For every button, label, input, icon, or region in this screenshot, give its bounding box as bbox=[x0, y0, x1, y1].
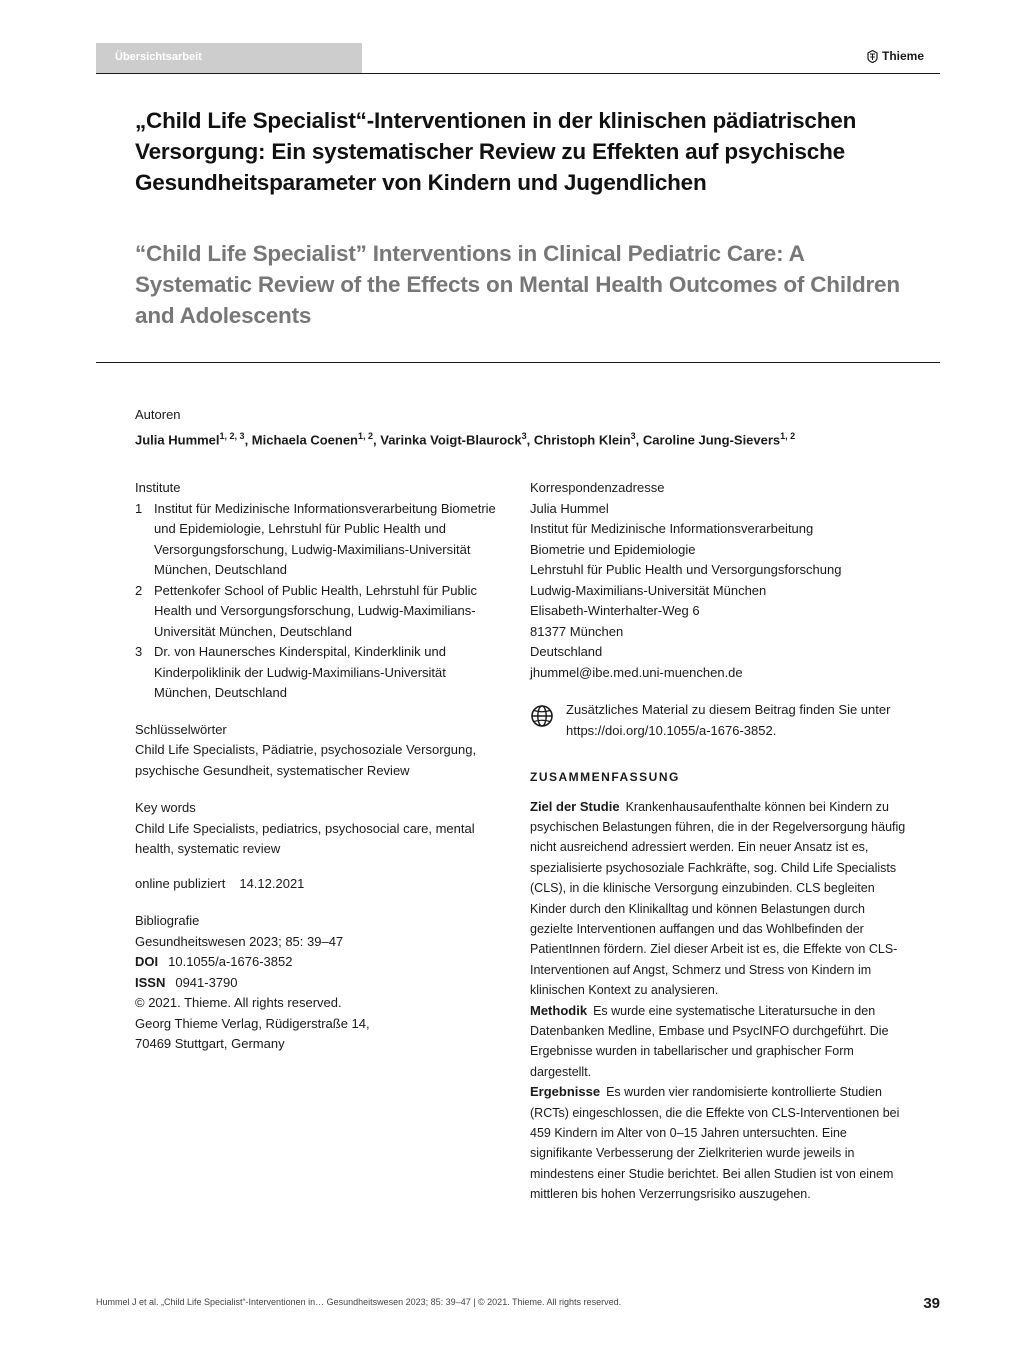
institute-text: Pettenkofer School of Public Health, Lehrstuhl für Public Health und Versorgungsforschung, Ludwig-Maximilians-Universität München, Deutschland bbox=[154, 582, 478, 639]
author-separator: , bbox=[373, 431, 381, 447]
keywords-en-text: Child Life Specialists, pediatrics, psychosocial care, mental health, systematic review bbox=[135, 820, 475, 856]
publisher-city: 70469 Stuttgart, Germany bbox=[135, 1036, 285, 1051]
author-name: Caroline Jung-Sievers bbox=[642, 431, 781, 447]
header-divider bbox=[96, 73, 940, 74]
right-column bbox=[530, 478, 910, 1205]
correspondence-line: Institut für Medizinische Informationsverarbeitung bbox=[530, 521, 814, 536]
published-label: online publiziert bbox=[135, 875, 226, 891]
keywords-en-block bbox=[135, 798, 505, 860]
institute-number: 3 bbox=[135, 644, 143, 659]
issn-value: 0941-3790 bbox=[175, 974, 238, 990]
institutes-list bbox=[135, 499, 505, 704]
doi-line bbox=[135, 952, 505, 973]
publisher-brand bbox=[867, 49, 924, 63]
author-name: Julia Hummel bbox=[135, 431, 220, 447]
correspondence-label: Korrespondenzadresse bbox=[530, 480, 665, 495]
keywords-de-text: Child Life Specialists, Pädiatrie, psychosoziale Versorgung, psychische Gesundheit, systematischer Review bbox=[135, 742, 477, 778]
bibliography-label: Bibliografie bbox=[135, 913, 200, 928]
correspondence-lines bbox=[530, 499, 910, 684]
institutes-block bbox=[135, 478, 505, 704]
supplement-note bbox=[530, 700, 910, 741]
published-date: 14.12.2021 bbox=[239, 875, 305, 891]
brand-name: Thieme bbox=[881, 49, 924, 63]
author-affiliation: 3 bbox=[630, 430, 636, 441]
issn-label: ISSN bbox=[135, 974, 166, 990]
authors-block bbox=[135, 405, 935, 450]
correspondence-line: Lehrstuhl für Public Health und Versorgungsforschung bbox=[530, 562, 842, 577]
abstract-section bbox=[530, 1082, 910, 1204]
correspondence-line: Julia Hummel bbox=[530, 500, 609, 516]
supplement-text[interactable]: Zusätzliches Material zu diesem Beitrag finden Sie unter https://doi.org/10.1055/a-1676-3852. bbox=[566, 702, 891, 738]
abstract-section-label: Ziel der Studie bbox=[530, 798, 620, 814]
author-separator: , bbox=[526, 431, 534, 447]
correspondence-line: 81377 München bbox=[530, 623, 624, 639]
globe-icon bbox=[530, 704, 554, 728]
institute-number: 2 bbox=[135, 582, 143, 598]
page-number: 39 bbox=[923, 1295, 940, 1312]
publisher-address: Georg Thieme Verlag, Rüdigerstraße 14, bbox=[135, 1015, 370, 1031]
author-affiliation: 1, 2 bbox=[780, 430, 796, 441]
author-separator: , bbox=[244, 431, 252, 447]
author-affiliation: 1, 2, 3 bbox=[219, 430, 245, 441]
abstract-section bbox=[530, 1001, 910, 1083]
authors-label: Autoren bbox=[135, 407, 181, 422]
abstract-body bbox=[530, 797, 910, 1205]
left-column bbox=[135, 478, 505, 1065]
issn-line bbox=[135, 973, 505, 994]
correspondence-line: Deutschland bbox=[530, 644, 603, 659]
correspondence-email[interactable]: jhummel@ibe.med.uni-muenchen.de bbox=[530, 664, 743, 680]
abstract-heading: ZUSAMMENFASSUNG bbox=[530, 770, 680, 784]
correspondence-block bbox=[530, 478, 910, 683]
bibliography-block bbox=[135, 911, 505, 1055]
abstract-section-text: Es wurden vier randomisierte kontrollierte Studien (RCTs) eingeschlossen, die die Effekte von CLS-Interventionen bei 459 Kindern im Alter von 0–15 Jahren untersuchten. Eine signifikante Verbesserung der Zielkriterien wurde jeweils in mindestens einer Studie berichtet. Bei allen Studien ist von einem mittleren bis hohen Verzerrungsrisiko auszugehen. bbox=[530, 1085, 900, 1202]
author-name: Christoph Klein bbox=[533, 431, 631, 447]
author-affiliation: 3 bbox=[521, 430, 527, 441]
institute-item bbox=[135, 642, 505, 704]
doi-label: DOI bbox=[135, 954, 159, 969]
footer-reference: Hummel J et al. „Child Life Specialist“-Interventionen in… Gesundheitswesen 2023; 85: 39–47 | © 2021. Thieme. All rights reserved. bbox=[96, 1297, 622, 1307]
abstract-section-label: Methodik bbox=[530, 1002, 588, 1018]
abstract-section-label: Ergebnisse bbox=[530, 1084, 601, 1100]
thieme-logo-icon bbox=[867, 50, 878, 63]
doi-value[interactable]: 10.1055/a-1676-3852 bbox=[168, 954, 293, 969]
institute-number: 1 bbox=[135, 500, 143, 516]
title-divider bbox=[96, 362, 940, 363]
keywords-en-label: Key words bbox=[135, 800, 196, 815]
abstract-section-text: Krankenhausaufenthalte können bei Kindern zu psychischen Belastungen führen, die in der Regelversorgung häufig nicht ausreichend adressiert werden. Ein neuer Ansatz ist es, spezialisierte psychosoziale Fachkräfte, sog. Child Life Specialists (CLS), in die klinische Versorgung einzubinden. CLS begleiten Kinder durch den Klinikalltag und können Belastungen durch gezielte Interventionen auffangen und das Wohlbefinden der PatientInnen fördern. Ziel dieser Arbeit ist es, die Effekte von CLS-Interventionen auf Angst, Schmerz und Stress von Kindern im klinischen Kontext zu analysieren. bbox=[530, 799, 906, 998]
institute-item bbox=[135, 581, 505, 643]
author-names bbox=[135, 426, 935, 451]
bibliography-citation: Gesundheitswesen 2023; 85: 39–47 bbox=[135, 933, 344, 949]
correspondence-line: Ludwig-Maximilians-Universität München bbox=[530, 582, 767, 598]
institutes-label: Institute bbox=[135, 480, 181, 495]
correspondence-line: Biometrie und Epidemiologie bbox=[530, 541, 696, 557]
institute-text: Dr. von Haunersches Kinderspital, Kinderklinik und Kinderpoliklinik der Ludwig-Maximilians-Universität München, Deutschland bbox=[154, 644, 446, 700]
abstract-section bbox=[530, 797, 910, 1001]
title-german: „Child Life Specialist“-Interventionen in der klinischen pädiatrischen Versorgung: Ein systematischer Review zu Effekten auf psychische Gesundheitsparameter von Kindern und Jugendlichen bbox=[135, 108, 857, 195]
institute-text: Institut für Medizinische Informationsverarbeitung Biometrie und Epidemiologie, Lehrstuhl für Public Health und Versorgungsforschung, Ludwig-Maximilians-Universität München, Deutschland bbox=[154, 500, 496, 577]
author-name: Michaela Coenen bbox=[251, 431, 358, 447]
correspondence-line: Elisabeth-Winterhalter-Weg 6 bbox=[530, 603, 700, 618]
copyright-line: © 2021. Thieme. All rights reserved. bbox=[135, 995, 342, 1010]
keywords-de-label: Schlüsselwörter bbox=[135, 721, 227, 737]
author-separator: , bbox=[635, 431, 643, 447]
keywords-de-block bbox=[135, 720, 505, 782]
title-english: “Child Life Specialist” Interventions in Clinical Pediatric Care: A Systematic Review of the Effects on Mental Health Outcomes of Children and Adolescents bbox=[135, 241, 900, 328]
institute-item bbox=[135, 499, 505, 581]
author-name: Varinka Voigt-Blaurock bbox=[380, 431, 522, 447]
abstract-section-text: Es wurde eine systematische Literatursuche in den Datenbanken Medline, Embase und PsycINFO durchgeführt. Die Ergebnisse wurden in tabellarischer und graphischer Form dargestellt. bbox=[530, 1003, 889, 1079]
author-affiliation: 1, 2 bbox=[358, 430, 374, 441]
published-block bbox=[135, 874, 505, 895]
section-label: Übersichtsarbeit bbox=[96, 43, 362, 73]
